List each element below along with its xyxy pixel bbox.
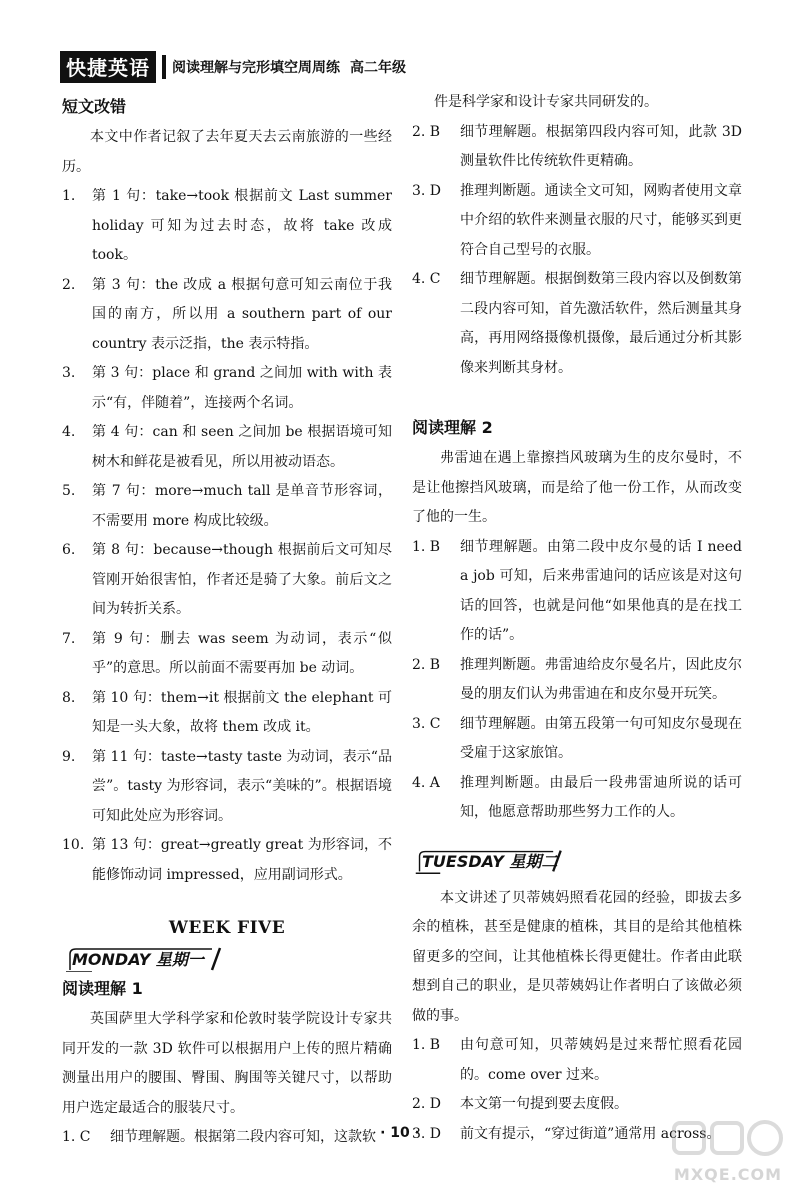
- list-item: [412, 651, 742, 710]
- brand-logo: 快捷英语: [60, 51, 156, 83]
- reading1-intro: 英国萨里大学科学家和伦敦时装学院设计专家共同开发的一款 3D 软件可以根据用户上传的照片精确测量出用户的腰围、臀围、胸围等关键尺寸，以帮助用户选定最适合的服装尺寸。: [62, 1011, 392, 1116]
- item-text: 第 3 句：place 和 grand 之间加 with with 表示“有，伴随着”，连接两个名词。: [92, 365, 392, 411]
- item-text: 由句意可知，贝蒂姨妈是过来帮忙照看花园的。come over 过来。: [460, 1037, 742, 1083]
- page-number: · 10 ·: [380, 1125, 420, 1141]
- item-text: 第 8 句：because→though 根据前后文可知尽管刚开始很害怕，作者还是骑了大象。前后文之间为转折关系。: [92, 542, 392, 617]
- item-text: 推理判断题。弗雷迪给皮尔曼名片，因此皮尔曼的朋友们认为弗雷迪在和皮尔曼开玩笑。: [460, 656, 742, 702]
- list-item: [62, 182, 392, 271]
- list-item: [62, 418, 392, 477]
- tuesday-badge: [412, 846, 742, 876]
- list-item: [412, 710, 742, 769]
- item-number: 2. B: [412, 123, 441, 140]
- monday-label: MONDAY 星期一: [72, 950, 204, 969]
- header-divider: [162, 55, 166, 79]
- item-text: 第 10 句：them→it 根据前文 the elephant 可知是一头大象，故将 them 改成 it。: [92, 689, 392, 735]
- item-text: 第 13 句：great→greatly great 为形容词，不能修饰动词 impressed，应用副词形式。: [92, 837, 392, 883]
- item-number: 3. C: [412, 715, 441, 732]
- item-text: 细节理解题。根据第四段内容可知，此款 3D 测量软件比传统软件更精确。: [460, 123, 742, 169]
- list-item: [62, 359, 392, 418]
- list-item: [412, 118, 742, 177]
- list-item: [62, 743, 392, 832]
- list-item: [412, 769, 742, 828]
- tuesday-label: TUESDAY 星期二: [422, 851, 558, 871]
- item-number: 3. D: [412, 182, 442, 199]
- item-number: 1.: [62, 188, 76, 204]
- list-item: [62, 684, 392, 743]
- error-correction-intro: 本文中作者记叙了去年夏天去云南旅游的一些经历。: [62, 129, 392, 175]
- item-text: 本文第一句提到要去度假。: [460, 1096, 628, 1112]
- item-text: 第 1 句：take→took 根据前文 Last summer holiday 可知为过去时态，故将 take 改成 took。: [92, 188, 392, 263]
- reading2-answers: [412, 533, 742, 828]
- header-grade: 高二年级: [350, 60, 406, 76]
- watermark-icon: [668, 1115, 788, 1165]
- item-number: 7.: [62, 630, 76, 647]
- page-header: [60, 53, 406, 81]
- item-number: 2.: [62, 276, 76, 293]
- item-number: 1. B: [412, 1037, 441, 1053]
- item-number: 4. A: [412, 774, 440, 791]
- list-item: [62, 271, 392, 360]
- item-text: 推理判断题。由最后一段弗雷迪所说的话可知，他愿意帮助那些努力工作的人。: [460, 774, 742, 820]
- answer-number: 1. C: [62, 1129, 91, 1145]
- list-item: [412, 533, 742, 651]
- reading1-title: 阅读理解 1: [62, 979, 143, 998]
- list-item: [62, 536, 392, 625]
- list-item: [62, 625, 392, 684]
- item-text: 第 7 句：more→much tall 是单音节形容词，不需要用 more 构成比较级。: [92, 483, 392, 529]
- item-number: 4. C: [412, 271, 441, 287]
- watermark-logo: [668, 1115, 788, 1195]
- item-number: 10.: [62, 837, 85, 853]
- item-number: 3.: [62, 365, 76, 381]
- item-text: 前文有提示，“穿过街道”通常用 across。: [460, 1125, 721, 1142]
- item-number: 6.: [62, 542, 76, 558]
- header-subtitle: 阅读理解与完形填空周周练: [172, 60, 340, 76]
- item-number: 2. D: [412, 1096, 442, 1112]
- item-text: 第 3 句：the 改成 a 根据句意可知云南位于我国的南方，所以用 a southern part of our country 表示泛指，the 表示特指。: [92, 276, 392, 352]
- list-item: [412, 1031, 742, 1090]
- list-item: [412, 265, 742, 383]
- item-text: 细节理解题。由第二段中皮尔曼的话 I need a job 可知，后来弗雷迪问的话应该是对这句话的回答，也就是问他“如果他真的是在找工作的话”。: [460, 538, 742, 643]
- reading2-intro: 弗雷迪在遇上靠擦挡风玻璃为生的皮尔曼时，不是让他擦挡风玻璃，而是给了他一份工作，从而改变了他的一生。: [412, 450, 742, 525]
- reading1-answers: [412, 118, 742, 384]
- item-text: 细节理解题。根据倒数第三段内容以及倒数第二段内容可知，首先激活软件，然后测量其身高，再用网络摄像机摄像，最后通过分析其影像来判断其身材。: [460, 271, 742, 376]
- list-item: [62, 831, 392, 890]
- item-text: 推理判断题。通读全文可知，网购者使用文章中介绍的软件来测量衣服的尺寸，能够买到更符合自己型号的衣服。: [460, 182, 742, 258]
- week-title: WEEK FIVE: [168, 918, 286, 938]
- item-number: 5.: [62, 483, 76, 499]
- item-number: 8.: [62, 689, 76, 706]
- continued-text: [412, 88, 742, 118]
- tuesday-intro: 本文讲述了贝蒂姨妈照看花园的经验，即拔去多余的植株，甚至是健康的植株，其目的是给其他植株留更多的空间，让其他植株长得更健壮。作者由此联想到自己的职业，是贝蒂姨妈让作者明白了该做必须做的事。: [412, 889, 742, 1024]
- item-number: 3. D: [412, 1125, 442, 1142]
- continued-answer-text: 件是科学家和设计专家共同研发的。: [434, 94, 658, 110]
- item-number: 4.: [62, 424, 76, 440]
- left-column: [62, 88, 392, 1153]
- list-item: [62, 477, 392, 536]
- watermark-text: MXQE.COM: [673, 1165, 783, 1184]
- list-item: [412, 177, 742, 266]
- item-number: 2. B: [412, 656, 441, 673]
- right-column: [412, 88, 742, 1149]
- item-number: 9.: [62, 748, 76, 765]
- section-title-error-correction: 短文改错: [62, 97, 127, 116]
- reading2-title: 阅读理解 2: [412, 418, 493, 437]
- item-text: 细节理解题。由第五段第一句可知皮尔曼现在受雇于这家旅馆。: [460, 715, 742, 761]
- answer-text: 细节理解题。根据第二段内容可知，这款软: [110, 1129, 376, 1145]
- item-text: 第 4 句：can 和 seen 之间加 be 根据语境可知树木和鲜花是被看见，所以用被动语态。: [92, 424, 392, 470]
- item-number: 1. B: [412, 538, 441, 555]
- monday-badge: [62, 944, 392, 974]
- item-text: 第 11 句：taste→tasty taste 为动词，表示“品尝”。tasty 为形容词，表示“美味的”。根据语境可知此处应为形容词。: [92, 748, 392, 824]
- error-correction-list: [62, 182, 392, 890]
- item-text: 第 9 句：删去 was seem 为动词，表示“似乎”的意思。所以前面不需要再加 be 动词。: [92, 630, 392, 676]
